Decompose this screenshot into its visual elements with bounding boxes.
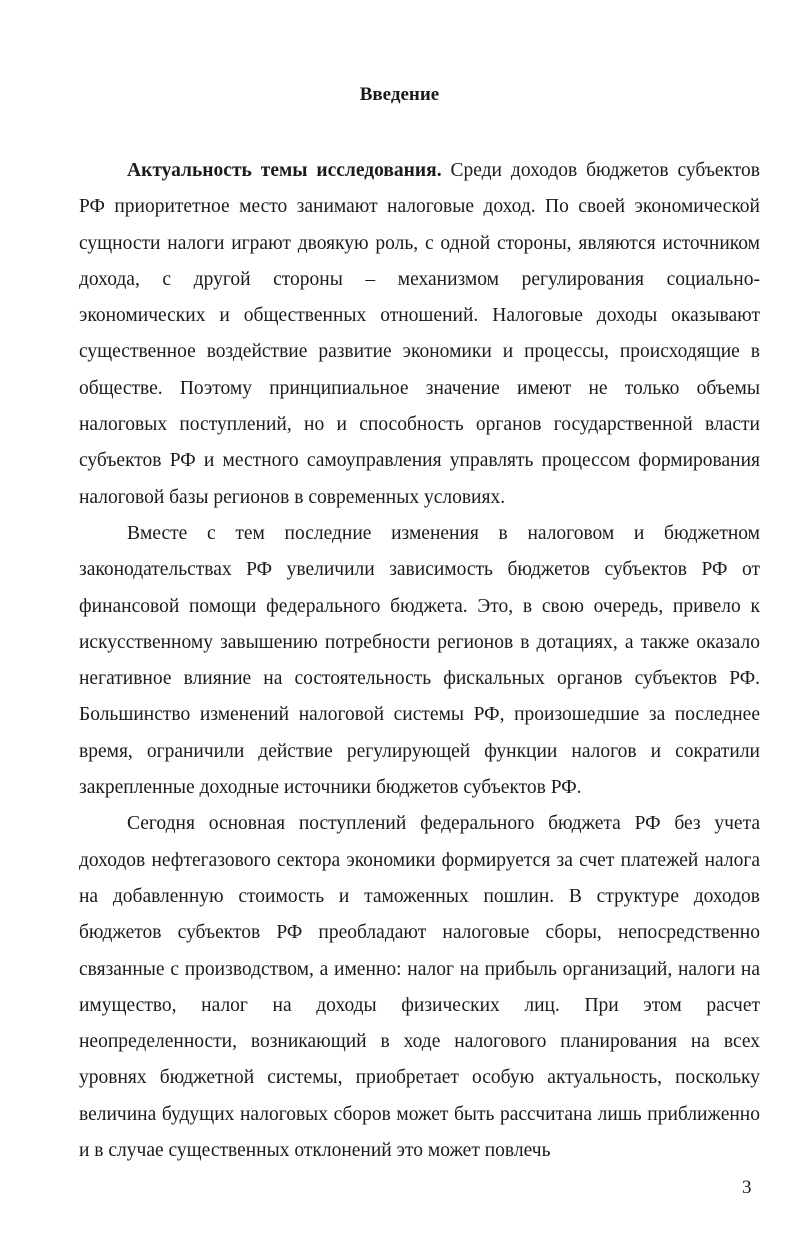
paragraph-text: Среди доходов бюджетов субъектов РФ приоритетное место занимают налоговые доход. По своей экономической сущности налоги играют двоякую роль, с одной стороны, являются источником дохода, с другой стороны – механизмом регулирования социально-экономических и общественных отношений. Налоговые доходы оказывают существенное воздействие развитие экономики и процессы, происходящие в обществе. Поэтому принципиальное значение имеют не только объемы налоговых поступлений, но и способность органов государственной власти субъектов РФ и местного самоуправления управлять процессом формирования налоговой базы регионов в современных условиях. (79, 160, 760, 508)
paragraph-relevance (79, 153, 760, 516)
body-text (79, 153, 760, 1169)
paragraph-revenue-structure: Сегодня основная поступлений федерального бюджета РФ без учета доходов нефтегазового сектора экономики формируется за счет платежей налога на добавленную стоимость и таможенных пошлин. В структуре доходов бюджетов субъектов РФ преобладают налоговые сборы, непосредственно связанные с производством, а именно: налог на прибыль организаций, налоги на имущество, налог на доходы физических лиц. При этом расчет неопределенности, возникающий в ходе налогового планирования на всех уровнях бюджетной системы, приобретает особую актуальность, поскольку величина будущих налоговых сборов может быть рассчитана лишь приближенно и в случае существенных отклонений это может повлечь (79, 813, 760, 1162)
page-title: Введение (359, 84, 440, 105)
paragraph-legislation: Вместе с тем последние изменения в налоговом и бюджетном законодательствах РФ увеличили зависимость бюджетов субъектов РФ от финансовой помощи федерального бюджета. Это, в свою очередь, привело к искусственному завышению потребности регионов в дотациях, а также оказало негативное влияние на состоятельность фискальных органов субъектов РФ. Большинство изменений налоговой системы РФ, произошедшие за последнее время, ограничили действие регулирующей функции налогов и сократили закрепленные доходные источники бюджетов субъектов РФ. (79, 522, 760, 799)
page-number: 3 (742, 1177, 752, 1198)
paragraph-lead: Актуальность темы исследования. (127, 160, 442, 181)
